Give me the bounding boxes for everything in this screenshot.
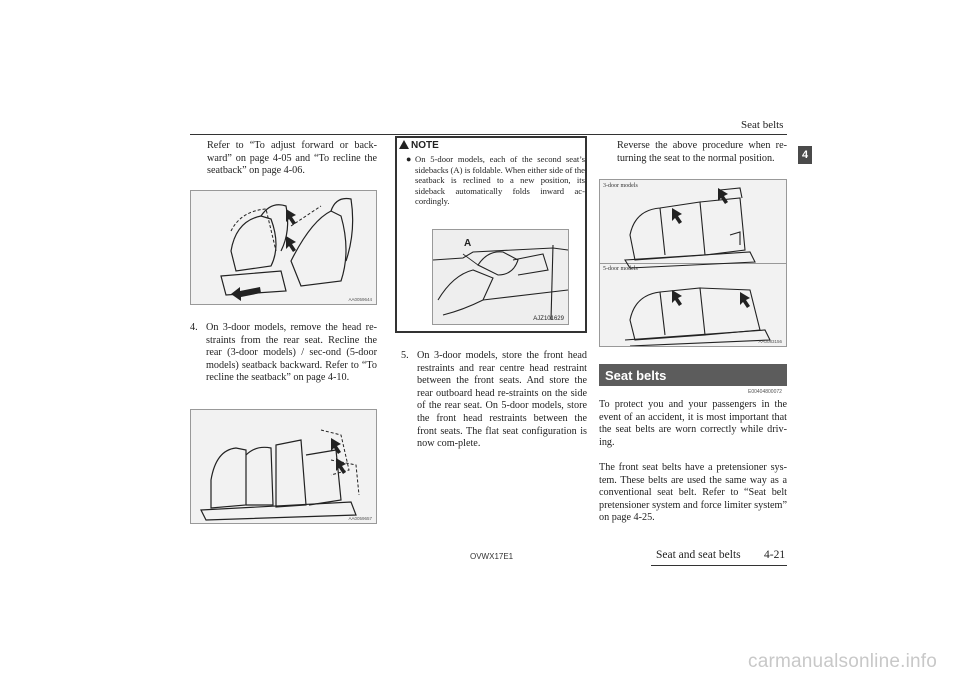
figure-seat-recline-1 xyxy=(190,190,377,305)
figure-code: AA0083156 xyxy=(758,339,782,344)
callout-label-a: A xyxy=(464,238,472,249)
warning-triangle-icon xyxy=(399,140,409,149)
section-code: E00404800072 xyxy=(748,389,782,395)
figure-label-3door: 3-door models xyxy=(603,183,638,189)
reverse-paragraph: Reverse the above procedure when re-turning the seat to the normal position. xyxy=(617,140,787,164)
figure-code: AA0059657 xyxy=(348,516,372,521)
sideback-illustration xyxy=(433,230,568,324)
flat-seat-illustration xyxy=(600,180,786,346)
note-box xyxy=(395,136,587,333)
seat-belts-paragraph-1: To protect you and your passengers in the event of an accident, it is most important that the seat belts are worn correctly while driv-ing. xyxy=(599,399,787,448)
document-code: OVWX17E1 xyxy=(470,552,514,561)
figure-seat-recline-2 xyxy=(190,409,377,524)
chapter-tab[interactable]: 4 xyxy=(798,146,812,164)
note-header xyxy=(399,140,439,151)
watermark[interactable]: carmanualsonline.info xyxy=(748,651,938,672)
bullet-icon: ● xyxy=(406,154,412,164)
seat-illustration-1 xyxy=(191,191,376,304)
figure-code: AA0059644 xyxy=(348,297,372,302)
figure-flat-seat xyxy=(599,179,787,347)
figure-sideback xyxy=(432,229,569,325)
seat-illustration-2 xyxy=(191,410,376,523)
step-text: On 3-door models, store the front head restraints and rear centre head restraint between the front seats. And store the rear outboard head re-straints on the side of the rear seat. On 5-door models, store the front head restraints between the front seats. The flat seat configuration is now com-plete. xyxy=(417,350,587,450)
note-item xyxy=(406,154,585,207)
note-label: NOTE xyxy=(411,140,439,151)
running-header: Seat belts xyxy=(741,119,784,131)
note-text: On 5-door models, each of the second seat’s sidebacks (A) is foldable. When either side of the seatback is reclined to a new position, its sideback automatically folds inward ac-cordingly. xyxy=(415,154,585,206)
step-number: 4. xyxy=(190,322,198,333)
section-heading-seat-belts: Seat belts xyxy=(599,364,787,386)
header-rule xyxy=(190,134,787,135)
step-number: 5. xyxy=(401,350,409,361)
seat-belts-paragraph-2: The front seat belts have a pretensioner sys-tem. These belts are used the same way as a conventional seat belt. Refer to “Seat belt pretensioner system and force limiter system” on page 4-25. xyxy=(599,462,787,524)
footer-chapter-title: Seat and seat belts xyxy=(656,549,741,561)
figure-code: AJZ101629 xyxy=(533,316,564,322)
footer-rule xyxy=(651,565,787,566)
figure-label-5door: 5-door models xyxy=(603,266,638,272)
intro-paragraph: Refer to “To adjust forward or back-ward” on page 4-05 and “To recline the seatback” on page 4-06. xyxy=(207,140,377,177)
step-text: On 3-door models, remove the head re-straints from the rear seat. Recline the rear (3-door models) / sec-ond (5-door models) seatback backward. Refer to “To recline the seatback” on page 4-10. xyxy=(206,322,377,384)
page-number: 4-21 xyxy=(764,549,786,561)
